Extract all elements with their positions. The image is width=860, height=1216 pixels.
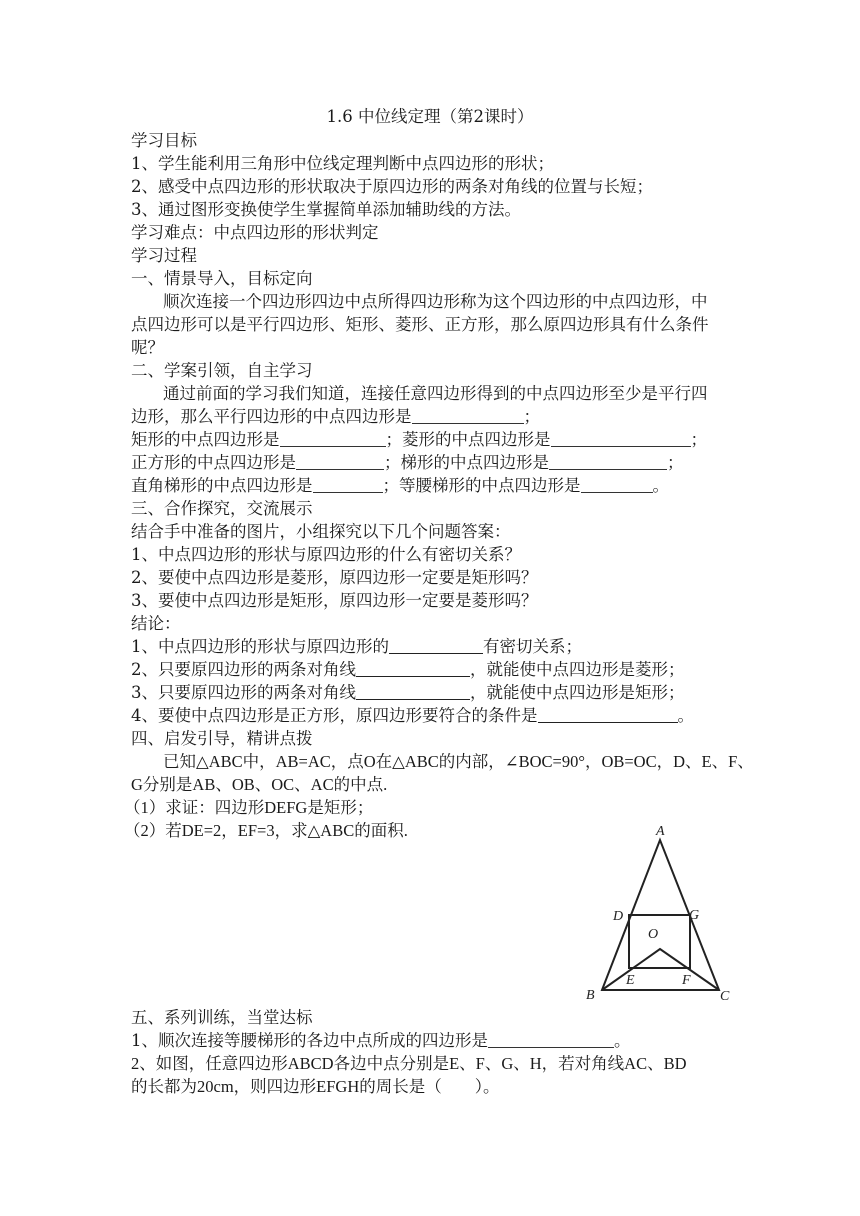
parallelogram-blank[interactable] (412, 407, 524, 424)
exercise-2-line-1: 2、如图，任意四边形ABCD各边中点分别是E、F、G、H，若对角线AC、BD (131, 1054, 687, 1073)
label-d: D (613, 909, 624, 924)
label-g: G (689, 908, 700, 923)
conclusion-4 (131, 704, 694, 728)
question-1: 1、中点四边形的形状与原四边形的什么有密切关系？ (131, 545, 521, 564)
fill-line-right-iso-trap (131, 474, 669, 498)
exercise-1-suffix: 。 (614, 1031, 631, 1050)
square-prompt: 正方形的中点四边形是 (131, 453, 296, 472)
semicolon: ； (384, 453, 401, 472)
semicolon: ； (385, 430, 402, 449)
square-blank[interactable] (296, 453, 384, 470)
semicolon: ； (690, 430, 707, 449)
question-2: 2、要使中点四边形是菱形，原四边形一定要是矩形吗？ (131, 568, 538, 587)
process-heading: 学习过程 (131, 246, 197, 265)
conclusion-1-blank[interactable] (389, 637, 483, 654)
conclusion-3-suffix: ，就能使中点四边形是矩形； (470, 683, 685, 702)
label-o: O (648, 927, 659, 942)
label-c: C (720, 989, 730, 1004)
period: 。 (652, 476, 669, 495)
page-title: 1.6 中位线定理（第2课时） (326, 107, 534, 126)
rectangle-defg (629, 915, 690, 968)
trap-blank[interactable] (549, 453, 667, 470)
goal-item-1: 1、学生能利用三角形中位线定理判断中点四边形的形状； (131, 154, 554, 173)
label-e: E (626, 973, 635, 988)
conclusion-2-blank[interactable] (356, 660, 470, 677)
conclusion-3-blank[interactable] (356, 683, 470, 700)
conclusion-3 (131, 681, 685, 705)
goal-item-3: 3、通过图形变换使学生掌握简单添加辅助线的方法。 (131, 200, 521, 219)
problem-line-1: 已知△ABC中，AB=AC，点O在△ABC的内部，∠BOC=90°，OB=OC，D、E、F、 (163, 752, 754, 771)
semicolon: ； (382, 476, 399, 495)
problem-line-2: G分别是AB、OB、OC、AC的中点. (131, 775, 388, 794)
section1-para-line-3: 呢？ (131, 338, 164, 357)
rect-prompt: 矩形的中点四边形是 (131, 430, 280, 449)
conclusion-1 (131, 635, 582, 659)
problem-part-1: （1）求证：四边形DEFG是矩形； (124, 798, 374, 817)
section5-heading: 五、系列训练，当堂达标 (131, 1008, 313, 1027)
label-b: B (586, 988, 595, 1003)
parallelogram-prompt: 边形，那么平行四边形的中点四边形是 (131, 407, 412, 426)
exercise-1 (131, 1029, 631, 1053)
exercise-1-blank[interactable] (488, 1031, 614, 1048)
exercise-1-prompt: 1、顺次连接等腰梯形的各边中点所成的四边形是 (131, 1031, 488, 1050)
right-trap-blank[interactable] (313, 476, 383, 493)
iso-trap-prompt: 等腰梯形的中点四边形是 (399, 476, 581, 495)
conclusion-1-prompt: 1、中点四边形的形状与原四边形的 (131, 637, 389, 656)
section4-heading: 四、启发引导，精讲点拨 (131, 729, 313, 748)
goals-heading: 学习目标 (131, 131, 197, 150)
triangle-figure (578, 822, 738, 1008)
goal-item-2: 2、感受中点四边形的形状取决于原四边形的两条对角线的位置与长短； (131, 177, 653, 196)
section2-para-line-2 (131, 405, 540, 429)
conclusion-4-prompt: 4、要使中点四边形是正方形，原四边形要符合的条件是 (131, 706, 538, 725)
question-3: 3、要使中点四边形是矩形，原四边形一定要是菱形吗？ (131, 591, 538, 610)
problem-part-2: （2）若DE=2，EF=3，求△ABC的面积. (124, 821, 408, 840)
rhombus-prompt: 菱形的中点四边形是 (402, 430, 551, 449)
trap-prompt: 梯形的中点四边形是 (400, 453, 549, 472)
conclusion-1-suffix: 有密切关系； (483, 637, 582, 656)
rect-blank[interactable] (280, 430, 386, 447)
difficulty-line: 学习难点：中点四边形的形状判定 (131, 223, 379, 242)
label-a: A (656, 824, 665, 839)
iso-trap-blank[interactable] (581, 476, 653, 493)
rhombus-blank[interactable] (551, 430, 691, 447)
right-trap-prompt: 直角梯形的中点四边形是 (131, 476, 313, 495)
label-f: F (682, 973, 691, 988)
section3-intro: 结合手中准备的图片，小组探究以下几个问题答案： (131, 522, 511, 541)
fill-line-rect-rhombus (131, 428, 707, 452)
conclusion-2-prompt: 2、只要原四边形的两条对角线 (131, 660, 356, 679)
fill-line-square-trap (131, 451, 684, 475)
conclusion-heading: 结论： (131, 614, 181, 633)
section1-heading: 一、情景导入，目标定向 (131, 269, 313, 288)
semicolon: ； (667, 453, 684, 472)
semicolon: ； (523, 407, 540, 426)
conclusion-3-prompt: 3、只要原四边形的两条对角线 (131, 683, 356, 702)
angle-boc (602, 949, 719, 990)
conclusion-2-suffix: ，就能使中点四边形是菱形； (470, 660, 685, 679)
section3-heading: 三、合作探究，交流展示 (131, 499, 313, 518)
section2-heading: 二、学案引领，自主学习 (131, 361, 313, 380)
section1-para-line-2: 点四边形可以是平行四边形、矩形、菱形、正方形，那么原四边形具有什么条件 (131, 315, 709, 334)
section1-para-line-1: 顺次连接一个四边形四边中点所得四边形称为这个四边形的中点四边形，中 (163, 292, 708, 311)
section2-para-line-1: 通过前面的学习我们知道，连接任意四边形得到的中点四边形至少是平行四 (163, 384, 708, 403)
conclusion-2 (131, 658, 685, 682)
conclusion-4-suffix: 。 (677, 706, 694, 725)
conclusion-4-blank[interactable] (538, 706, 678, 723)
exercise-2-line-2: 的长都为20cm，则四边形EFGH的周长是（ ）。 (131, 1077, 500, 1096)
